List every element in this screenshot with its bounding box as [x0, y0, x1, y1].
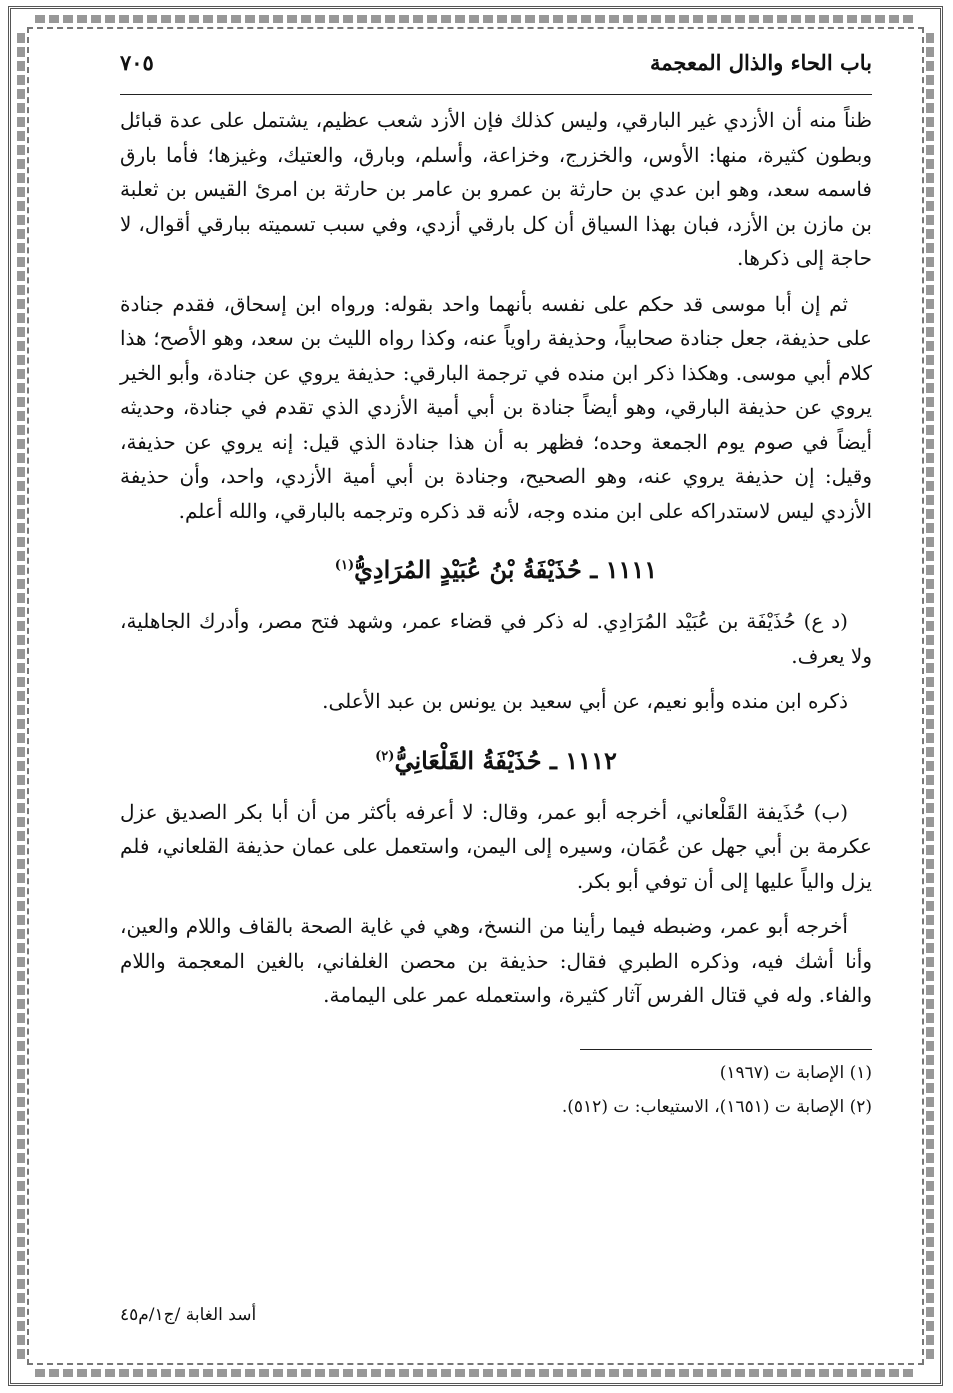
entry-title-1112-text: ١١١٢ ـ حُذَيْفَةُ القَلْعَانِيُّ: [394, 745, 617, 775]
running-header: [120, 50, 872, 95]
entry-1112-paragraph: (ب) حُذَيفة القَلْعاني، أخرجه أبو عمر، وقال: لا أعرفه بأكثر من أن أبا بكر الصديق عزل عكرمة بن أبي جهل عن عُمَان، وسيره إلى اليمن، واستعمل على عمان حذيفة القلعاني، فلم يزل والياً عليها إلى أن توفي أبو بكر.: [120, 799, 872, 893]
entry-title-1111: [120, 546, 872, 590]
page-number: ٧٠٥: [120, 50, 154, 75]
footnote-1: (١) الإصابة ت (١٩٦٧): [719, 1062, 872, 1083]
paragraph-continuation: ظناً منه أن الأزدي غير البارقي، وليس كذلك فإن الأزد شعب عظيم، يشتمل على عدة قبائل وبطون كثيرة، منها: الأوس، والخزرج، وخزاعة، وأسلم، وبارق، والعتيك، وغيزها؛ فأما بارق فاسمه سعد، وهو ابن عدي بن حارثة بن عمرو بن عامر بن حارثة بن امرئ القيس بن ثعلبة بن مازن بن الأزد، فبان بهذا السياق أن كل بارقي أزدي، وفي سبب تسميته ببارقي أقوال، لا حاجة إلى ذكرها.: [120, 108, 872, 270]
border-chain-left: [17, 33, 25, 1359]
entry-title-1111-text: ١١١١ ـ حُذَيْفَةُ بْنُ عُبَيْدٍ المُرَادِيُّ: [354, 555, 658, 584]
entry-title-1112: [120, 737, 872, 781]
border-chain-top: [35, 15, 916, 23]
entry-1111-source: ذكره ابن منده وأبو نعيم، عن أبي سعيد بن يونس بن عبد الأعلى.: [322, 689, 848, 713]
footnotes: [561, 1049, 872, 1124]
page-content: [120, 50, 872, 1124]
border-chain-right: [926, 33, 934, 1359]
chapter-title: باب الحاء والذال المعجمة: [650, 50, 872, 75]
entry-1112-commentary: أخرجه أبو عمر، وضبطه فيما رأينا من النسخ، وهي في غاية الصحة بالقاف واللام والعين، وأنا أشك فيه، وذكره الطبري فقال: حذيفة بن محصن الغلفاني، بالغين المعجمة واللام والفاء. وله في قتال الفرس آثار كثيرة، واستعمله عمر على اليمامة.: [120, 914, 872, 1007]
footnote-mark-1: (١): [334, 558, 355, 573]
footnote-mark-2: (٢): [375, 748, 395, 764]
volume-signature: أسد الغابة /ج١/م٤٥: [120, 1305, 257, 1325]
border-chain-bottom: [35, 1369, 916, 1377]
entry-1111-paragraph: (د ع) حُذَيْفَة بن عُبَيْد المُرَادِي. له ذكر في قضاء عمر، وشهد فتح مصر، وأدرك الجاهلية، ولا يعرف.: [120, 609, 872, 668]
footnote-2: (٢) الإصابة ت (١٦٥١)، الاستيعاب: ت (٥١٢).: [561, 1096, 872, 1117]
paragraph-abu-musa: ثم إن أبا موسى قد حكم على نفسه بأنهما واحد بقوله: ورواه ابن إسحاق، فقدم جنادة على حذيفة، جعل جنادة صحابياً، وحذيفة راوياً عنه، وكذا رواه الليث بن سعد، وهو الأصح؛ هذا كلام أبي موسى. وهكذا ذكر ابن منده في ترجمة البارقي: حذيفة يروي عن جنادة، وأبو الخير يروي عن حذيفة البارقي، وهو أيضاً جنادة بن أبي أمية الأزدي الذي تقدم في جنادة، وحديثه أيضاً في صوم يوم الجمعة وحده؛ فظهر به أن هذا جنادة الذي قيل: إنه يروي عن حذيفة، وقيل: إن حذيفة يروي عنه، وهو الصحيح، وجنادة بن أبي أمية الأزدي، واحد، وأن حذيفة الأزدي ليس لاستدراكه على ابن منده وجه، لأنه قد ذكره وترجمه بالبارقي، والله أعلم.: [120, 291, 872, 523]
